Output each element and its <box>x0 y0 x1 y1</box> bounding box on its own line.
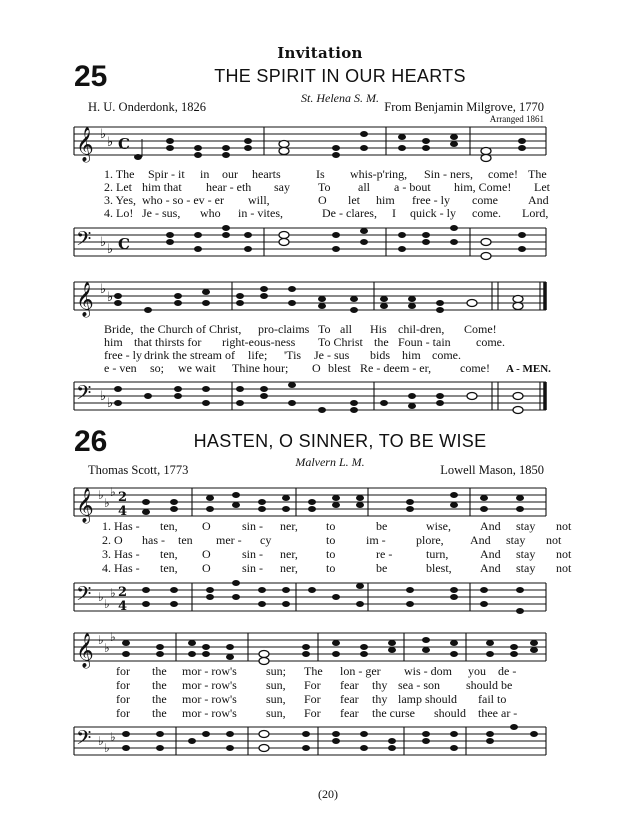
svg-text:𝄢: 𝄢 <box>76 726 92 754</box>
svg-text:♭: ♭ <box>107 135 114 150</box>
lyric-25-1-verse4: 4. Lo! Je - sus, who in - vites, De - clares, I quick - ly come. Lord, <box>104 206 549 220</box>
svg-text:C: C <box>118 235 130 253</box>
lyric-25-2-verse2: him that thirsts for right-eous-ness To Christ the Foun - tain come. <box>104 335 505 349</box>
lyric-25-1-verse2: 2. Let him that hear - eth say To all a - bout him, Come! Let <box>104 180 550 194</box>
svg-text:♭: ♭ <box>110 730 116 744</box>
svg-text:2: 2 <box>118 490 128 505</box>
lyric-26-1-verse4: 4. Has - ten, O sin - ner, to be blest, And stay not <box>102 561 572 575</box>
svg-text:♭: ♭ <box>110 586 116 600</box>
svg-text:𝄞: 𝄞 <box>76 127 94 162</box>
notes-25-2-bass <box>114 382 523 414</box>
hymn-title-26: HASTEN, O SINNER, TO BE WISE <box>193 431 487 451</box>
author-26: Thomas Scott, 1773 <box>88 463 189 477</box>
composer-26: Lowell Mason, 1850 <box>440 463 544 477</box>
staff-25-1-bass <box>74 224 550 264</box>
author-25: H. U. Onderdonk, 1826 <box>88 100 207 114</box>
lyric-26-1-verse3: 3. Has - ten, O sin - ner, to re - turn, And stay not <box>102 547 572 561</box>
composer-25: From Benjamin Milgrove, 1770 <box>384 100 544 114</box>
notes-26-2-treble <box>122 637 538 665</box>
svg-text:𝄞: 𝄞 <box>76 488 94 523</box>
staff-25-2-bass <box>74 378 550 418</box>
svg-text:2: 2 <box>118 585 128 600</box>
lyric-26-1-verse2: 2. O has - ten mer - cy to im - plore, And stay not <box>102 533 562 547</box>
svg-text:𝄞: 𝄞 <box>76 282 94 317</box>
lyric-25-2-verse4: e - ven so; we wait Thine hour; O blest Re - deem - er, come! A - MEN. <box>104 361 551 375</box>
tune-name-26: Malvern L. M. <box>295 455 365 469</box>
svg-text:♭: ♭ <box>104 641 110 655</box>
lyric-25-1-verse1: 1. The Spir - it in our hearts Is whis-p'ring, Sin - ners, come! The <box>104 167 547 181</box>
lyric-25-2-verse3: free - ly drink the stream of life; 'Tis Je - sus bids him come. <box>104 348 461 362</box>
svg-text:♭: ♭ <box>98 590 104 604</box>
svg-text:♭: ♭ <box>98 734 104 748</box>
lyric-25-1-verse3: 3. Yes, who - so - ev - er will, O let him free - ly come And <box>104 193 549 207</box>
lyric-26-2-verse1: for the mor - row's sun; The lon - ger wis - dom you de - <box>116 664 517 678</box>
staff-25-2-treble <box>74 282 550 322</box>
svg-text:♭: ♭ <box>110 485 116 499</box>
hymn-number-25: 25 <box>74 60 108 93</box>
lyric-26-2-verse2: for the mor - row's sun, For fear thy sea - son should be <box>116 678 513 692</box>
svg-text:♭: ♭ <box>98 633 104 647</box>
lyric-25-2-verse1: Bride, the Church of Christ, pro-claims To all His chil-dren, Come! <box>104 322 497 336</box>
notes-25-1-treble <box>134 131 526 162</box>
lyric-26-1-verse1: 1. Has - ten, O sin - ner, to be wise, And stay not <box>102 519 572 533</box>
svg-text:♭: ♭ <box>110 630 116 644</box>
hymn-number-26: 26 <box>74 425 108 458</box>
notes-25-2-treble <box>114 286 523 313</box>
svg-text:4: 4 <box>118 504 128 519</box>
arranger-25: Arranged 1861 <box>489 114 544 124</box>
svg-text:C: C <box>118 135 130 153</box>
svg-text:♭: ♭ <box>98 488 104 502</box>
svg-text:♭: ♭ <box>104 597 110 611</box>
svg-text:♭: ♭ <box>100 389 107 404</box>
svg-text:♭: ♭ <box>104 496 110 510</box>
svg-text:4: 4 <box>118 599 128 614</box>
lyric-26-2-verse3: for the mor - row's sun, For fear thy lamp should fail to <box>116 692 507 706</box>
svg-text:𝄢: 𝄢 <box>76 582 92 610</box>
svg-text:𝄢: 𝄢 <box>76 227 92 255</box>
section-heading: Invitation <box>277 44 363 62</box>
svg-text:♭: ♭ <box>100 127 107 142</box>
notes-26-2-bass <box>122 724 538 752</box>
staff-25-1-treble <box>74 127 550 167</box>
svg-text:♭: ♭ <box>104 741 110 755</box>
svg-text:♭: ♭ <box>107 396 114 411</box>
hymn-title-25: THE SPIRIT IN OUR HEARTS <box>214 66 466 86</box>
svg-text:♭: ♭ <box>100 282 107 297</box>
svg-text:♭: ♭ <box>107 290 114 305</box>
tune-name-25: St. Helena S. M. <box>301 91 379 105</box>
svg-text:𝄢: 𝄢 <box>76 381 92 409</box>
page-number: (20) <box>318 787 338 801</box>
svg-text:♭: ♭ <box>100 235 107 250</box>
lyric-26-2-verse4: for the mor - row's sun, For fear the curse should thee ar - <box>116 706 518 720</box>
amen-label: A - MEN. <box>506 363 551 375</box>
staff-26-1-bass <box>74 579 550 619</box>
staff-26-2-bass <box>74 723 550 763</box>
svg-text:𝄞: 𝄞 <box>76 633 94 668</box>
svg-text:♭: ♭ <box>107 242 114 257</box>
